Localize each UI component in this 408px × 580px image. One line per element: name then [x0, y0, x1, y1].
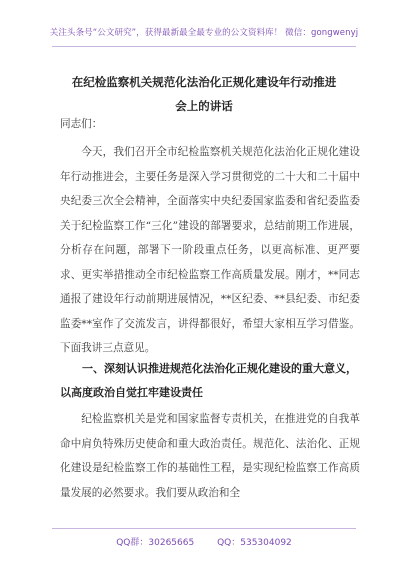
- header-divider: [52, 46, 356, 47]
- footer-contact: [0, 535, 408, 548]
- title-line-1: 在纪检监察机关规范化法治化正规化建设年行动推进: [71, 75, 337, 89]
- footer-qq-group: QQ群：30265665: [116, 538, 195, 548]
- paragraph-intro: 今天，我们召开全市纪检监察机关规范化法治化正规化建设年行动推进会，主要任务是深入学习贯彻党的二十大和二十届中央纪委三次全会精神，全面落实中央纪委国家监委和省纪委监委关于纪检监察工作“三化”建设的部署要求，总结前期工作进展，分析存在问题，部署下一阶段重点任务，以更高标准、更严要求、更实举措推动全市纪检监察工作高质量发展。刚才，**同志通报了建设年行动前期进展情况，**区纪委、**县纪委、市纪委监委**室作了交流发言，讲得都很好，希望大家相互学习借鉴。下面我讲三点意见。: [60, 146, 360, 354]
- header-note: 关注头条号“公文研究”，获得最新最全最专业的公文资料库！ 微信：gongwenyj: [49, 28, 359, 38]
- footer-divider: [52, 528, 356, 529]
- footer-qq: QQ：535304092: [217, 538, 292, 548]
- salutation: 同志们：: [60, 118, 103, 130]
- document-title: [52, 70, 356, 118]
- title-line-2: 会上的讲话: [175, 99, 233, 113]
- section-heading-1: 一、深刻认识推进规范化法治化正规化建设的重大意义，以高度政治自觉扛牢建设责任: [60, 362, 357, 399]
- paragraph-section-1: 纪检监察机关是党和国家监督专责机关，在推进党的自我革命中肩负特殊历史使命和重大政治责任。规范化、法治化、正规化建设是纪检监察工作的基础性工程，是实现纪检监察工作高质量发展的必然要求。我们要从政治和全: [60, 413, 360, 499]
